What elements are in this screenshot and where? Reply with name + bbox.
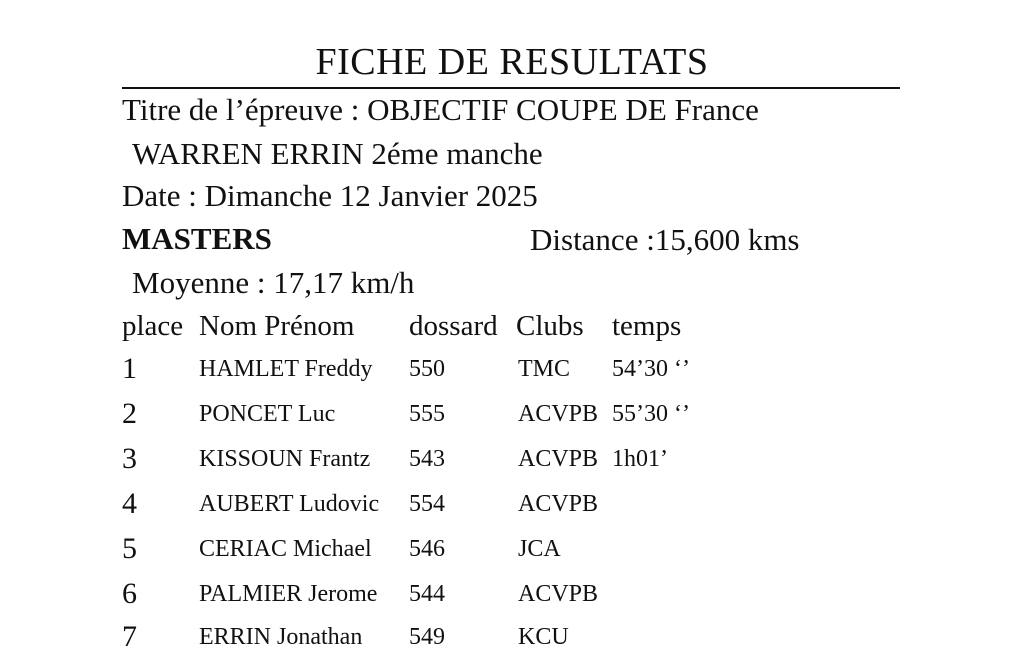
column-header-time: temps — [612, 310, 682, 342]
club-cell: KCU — [518, 624, 569, 650]
category-label: MASTERS — [122, 221, 272, 256]
name-cell: PONCET Luc — [199, 401, 336, 427]
table-row — [0, 577, 1024, 622]
event-date: Date : Dimanche 12 Janvier 2025 — [122, 178, 538, 213]
club-cell: ACVPB — [518, 491, 599, 517]
column-header-bib: dossard — [409, 310, 498, 342]
bib-cell: 549 — [409, 624, 445, 650]
bib-cell: 543 — [409, 446, 445, 472]
column-header-name: Nom Prénom — [199, 310, 355, 342]
page-title: FICHE DE RESULTATS — [315, 41, 709, 83]
club-cell: ACVPB — [518, 401, 599, 427]
event-title-line: Titre de l’épreuve : OBJECTIF COUPE DE France — [122, 92, 759, 127]
place-cell: 7 — [122, 620, 137, 653]
name-cell: HAMLET Freddy — [199, 356, 373, 382]
title-underline — [122, 87, 900, 89]
table-row — [0, 487, 1024, 532]
bib-cell: 546 — [409, 536, 445, 562]
time-cell: 55’30 ‘’ — [612, 401, 690, 427]
name-cell: ERRIN Jonathan — [199, 624, 363, 650]
time-cell: 54’30 ‘’ — [612, 356, 690, 382]
name-cell: KISSOUN Frantz — [199, 446, 371, 472]
event-subtitle-line: WARREN ERRIN 2éme manche — [132, 136, 543, 171]
column-header-club: Clubs — [516, 310, 584, 342]
time-cell: 1h01’ — [612, 446, 668, 472]
bib-cell: 550 — [409, 356, 445, 382]
bib-cell: 555 — [409, 401, 445, 427]
distance-label: Distance :15,600 kms — [530, 222, 800, 257]
name-cell: CERIAC Michael — [199, 536, 372, 562]
place-cell: 1 — [122, 352, 137, 385]
table-row — [0, 397, 1024, 442]
average-speed: Moyenne : 17,17 km/h — [132, 265, 415, 300]
column-header-place: place — [122, 310, 184, 342]
table-row — [0, 442, 1024, 487]
place-cell: 6 — [122, 577, 137, 610]
place-cell: 3 — [122, 442, 137, 475]
table-row — [0, 620, 1024, 665]
bib-cell: 554 — [409, 491, 445, 517]
bib-cell: 544 — [409, 581, 445, 607]
club-cell: JCA — [518, 536, 561, 562]
table-row — [0, 352, 1024, 397]
club-cell: ACVPB — [518, 581, 599, 607]
place-cell: 2 — [122, 397, 137, 430]
table-row — [0, 532, 1024, 577]
name-cell: PALMIER Jerome — [199, 581, 378, 607]
place-cell: 4 — [122, 487, 137, 520]
name-cell: AUBERT Ludovic — [199, 491, 380, 517]
place-cell: 5 — [122, 532, 137, 565]
club-cell: ACVPB — [518, 446, 599, 472]
club-cell: TMC — [518, 356, 571, 382]
